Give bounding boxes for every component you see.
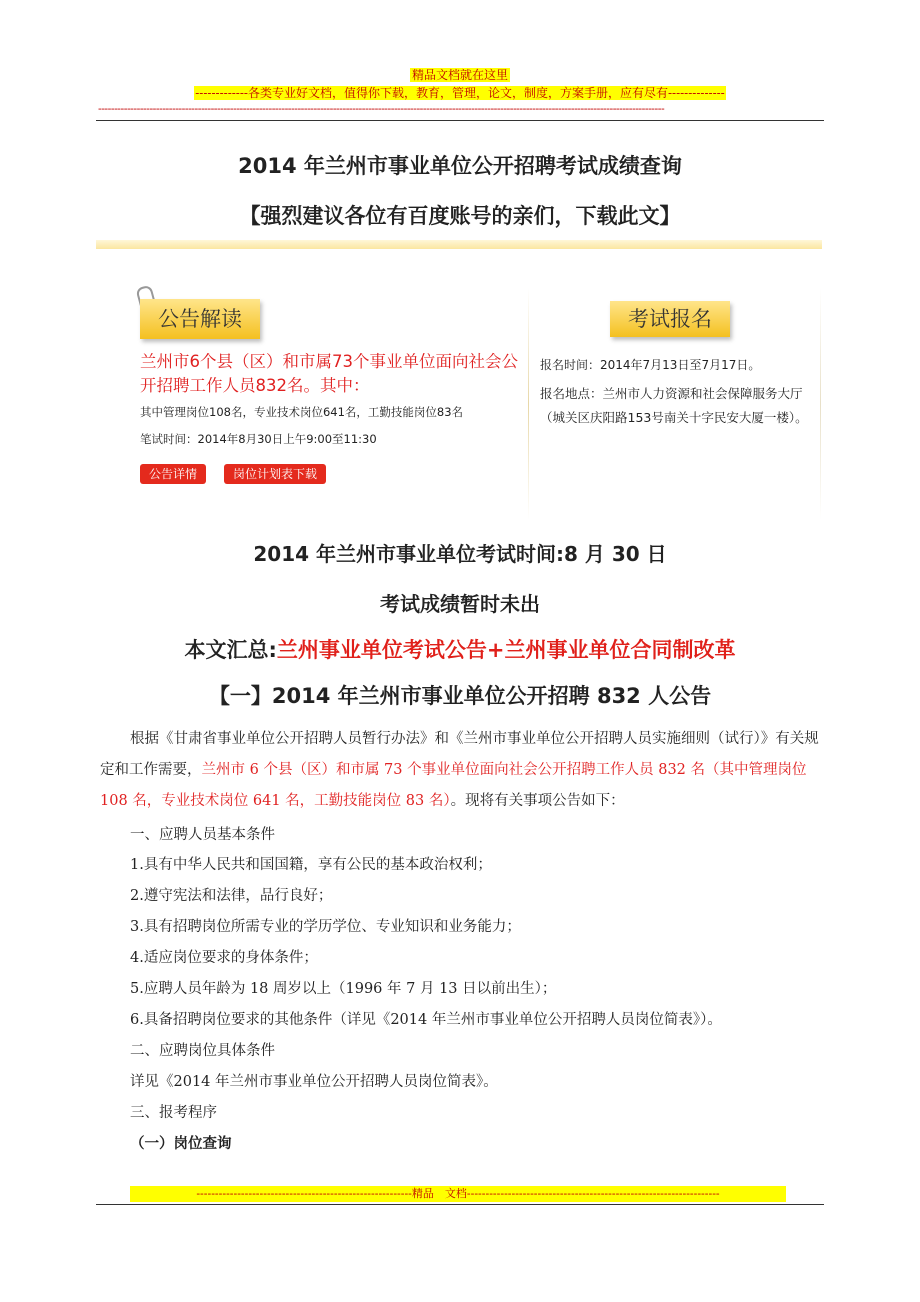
page-subtitle: 【强烈建议各位有百度账号的亲们，下载此文】: [239, 204, 681, 228]
result-status-heading: 考试成绩暂时未出: [380, 592, 540, 616]
panel-divider: [528, 288, 529, 520]
footer-rule: [96, 1204, 824, 1205]
list-item: 详见《2014 年兰州市事业单位公开招聘人员岗位简表》。: [130, 1074, 498, 1090]
summary-heading: [0, 634, 920, 664]
subsection-title: （一）岗位查询: [130, 1136, 232, 1152]
section-title: 一、应聘人员基本条件: [130, 827, 275, 843]
intro-paragraph: [100, 724, 822, 817]
list-item: 5.应聘人员年龄为 18 周岁以上（1996 年 7 月 13 日以前出生）；: [130, 981, 557, 997]
exam-date-heading: 2014 年兰州市事业单位考试时间:8 月 30 日: [253, 542, 667, 566]
list-item: 2.遵守宪法和法律，品行良好；: [130, 888, 333, 904]
list-item: 3.具有招聘岗位所需专业的学历学位、专业知识和业务能力；: [130, 919, 521, 935]
registration-place: 报名地点：兰州市人力资源和社会保障服务大厅（城关区庆阳路153号南关十字民安大厦一楼）。: [540, 386, 808, 425]
header-slogan: -------------各类专业好文档，值得你下载，教育，管理，论文，制度，方案手册，应有尽有--------------: [195, 86, 725, 100]
exam-time: 笔试时间：2014年8月30日上午9:00至11:30: [140, 432, 377, 446]
intro-text: 根据《甘肃省事业单位公开招聘人员暂行办法》和《兰州市事业单位公开招聘人员实施细则（试行）》有关规定和工作需要，: [100, 731, 819, 778]
footer-banner: ----------------------------------------------------------精品 文档--------------------------------------------------------------------: [130, 1186, 786, 1202]
list-item: 6.具备招聘岗位要求的其他条件（详见《2014 年兰州市事业单位公开招聘人员岗位简表》）。: [130, 1012, 722, 1028]
info-panel: [96, 266, 822, 524]
notice-summary: 兰州市6个县（区）和市属73个事业单位面向社会公开招聘工作人员832名。其中：: [140, 352, 518, 395]
notice-tag: 公告解读: [140, 299, 260, 339]
summary-link[interactable]: 兰州事业单位考试公告+兰州事业单位合同制改革: [276, 638, 736, 662]
notice-detail-button[interactable]: 公告详情: [140, 464, 206, 484]
header-dash-line: --------------------------------------------------------------------------------------------------------------------------------------------------------------------------------: [98, 102, 665, 115]
page-title: 2014 年兰州市事业单位公开招聘考试成绩查询: [238, 154, 682, 178]
section-title: 三、报考程序: [130, 1105, 217, 1121]
summary-prefix: 本文汇总:: [184, 638, 277, 662]
header-top-note: 精品文档就在这里: [411, 68, 508, 82]
section-title: 二、应聘岗位具体条件: [130, 1043, 275, 1059]
banner-bar: [96, 240, 822, 249]
panel-edge: [820, 288, 821, 520]
intro-highlight: 兰州市 6 个县（区）和市属 73 个事业单位面向社会公开招聘工作人员 832 名（其中管理岗位 108 名，专业技术岗位 641 名，工勤技能岗位 83 名）: [100, 762, 807, 809]
registration-time: 报名时间：2014年7月13日至7月17日。: [540, 358, 761, 372]
header-rule: [96, 120, 824, 121]
list-item: 4.适应岗位要求的身体条件；: [130, 950, 318, 966]
intro-text-end: 。现将有关事项公告如下：: [450, 793, 625, 809]
list-item: 1.具有中华人民共和国国籍，享有公民的基本政治权利；: [130, 857, 492, 873]
notice-detail: 其中管理岗位108名，专业技术岗位641名，工勤技能岗位83名: [140, 405, 464, 419]
exam-tag: 考试报名: [610, 301, 730, 337]
position-plan-download-button[interactable]: 岗位计划表下载: [224, 464, 326, 484]
section-heading: 【一】2014 年兰州市事业单位公开招聘 832 人公告: [208, 684, 712, 708]
